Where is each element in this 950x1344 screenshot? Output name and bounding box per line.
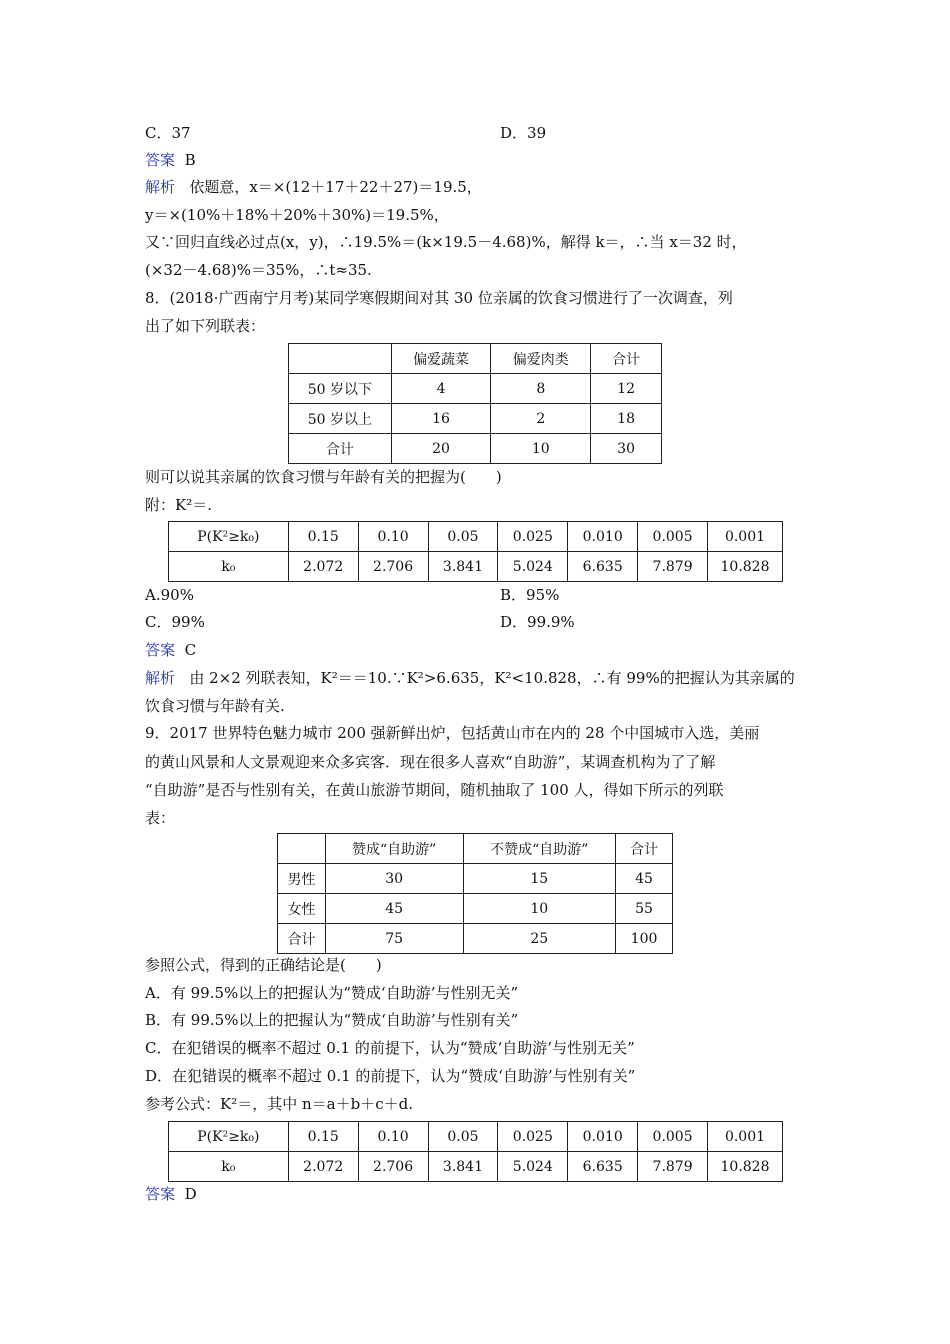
answer-value: D	[184, 1185, 197, 1203]
table-cell: 8	[491, 374, 591, 404]
table-cell: k₀	[169, 552, 289, 582]
option-a: A.90%	[145, 586, 194, 604]
table-row	[278, 864, 673, 894]
table-row	[278, 894, 673, 924]
table-cell: 45	[616, 864, 673, 894]
table-cell: 3.841	[428, 552, 498, 582]
analysis-line	[145, 176, 482, 198]
table-cell: 女性	[278, 894, 326, 924]
table-cell: 10	[491, 434, 591, 464]
table-cell: 50 岁以下	[289, 374, 392, 404]
critical-value-table	[168, 1121, 783, 1182]
analysis-text: 又∵回归直线必过点(x，y)，∴19.5%＝(k×19.5－4.68)%，解得 k＝，∴当 x＝32 时，	[145, 233, 747, 251]
analysis-text: 依题意，x＝×(12＋17＋22＋27)＝19.5，	[189, 178, 482, 196]
table-cell: 15	[463, 864, 616, 894]
question-stem: “自助游”是否与性别有关，在黄山旅游节期间，随机抽取了 100 人，得如下所示的列联	[145, 781, 724, 799]
table-cell: 2.072	[288, 1152, 358, 1182]
appendix-formula: 附：K²＝.	[145, 496, 212, 514]
option-d: D．99.9%	[500, 613, 575, 631]
table-cell: 2.706	[358, 552, 428, 582]
table-cell: 0.05	[428, 1122, 498, 1152]
critical-value-table	[168, 521, 783, 582]
question-stem: 的黄山风景和人文景观迎来众多宾客．现在很多人喜欢“自助游”，某调查机构为了了解	[145, 753, 716, 771]
table-cell: 30	[591, 434, 662, 464]
reference-formula: 参考公式：K²＝，其中 n＝a＋b＋c＋d.	[145, 1095, 413, 1113]
answer-tag: 答案	[145, 1185, 176, 1203]
table-cell: 2.072	[288, 552, 358, 582]
table-cell: 25	[463, 924, 616, 954]
question-text: 则可以说其亲属的饮食习惯与年龄有关的把握为( )	[145, 468, 502, 486]
table-cell: 0.10	[358, 522, 428, 552]
table-cell: 0.001	[708, 1122, 783, 1152]
option-b: B．95%	[500, 586, 560, 604]
question-stem: 9．2017 世界特色魅力城市 200 强新鲜出炉，包括黄山市在内的 28 个中国城市入选，美丽	[145, 724, 760, 742]
table-row	[289, 434, 662, 464]
table-row	[169, 522, 783, 552]
table-cell: 0.005	[638, 522, 708, 552]
table-header-cell: 合计	[591, 344, 662, 374]
answer-line	[145, 149, 196, 171]
table-cell: 20	[391, 434, 491, 464]
option-d: D．在犯错误的概率不超过 0.1 的前提下，认为“赞成‘自助游’与性别有关”	[145, 1067, 636, 1085]
contingency-table	[277, 833, 673, 954]
table-header-cell: 偏爱蔬菜	[391, 344, 491, 374]
table-cell: 10.828	[708, 552, 783, 582]
table-row	[169, 552, 783, 582]
option-b: B．有 99.5%以上的把握认为“赞成‘自助游’与性别有关”	[145, 1011, 519, 1029]
option-c: C．在犯错误的概率不超过 0.1 的前提下，认为“赞成‘自助游’与性别无关”	[145, 1039, 635, 1057]
table-cell: 5.024	[498, 552, 568, 582]
analysis-text: 饮食习惯与年龄有关.	[145, 697, 285, 715]
table-cell: k₀	[169, 1152, 289, 1182]
table-cell: 0.005	[638, 1122, 708, 1152]
table-cell: 6.635	[568, 1152, 638, 1182]
analysis-text: (×32－4.68)%＝35%，∴t≈35.	[145, 261, 372, 279]
table-cell: 0.10	[358, 1122, 428, 1152]
table-cell: 2	[491, 404, 591, 434]
table-cell: 12	[591, 374, 662, 404]
table-row	[169, 1122, 783, 1152]
table-cell: 5.024	[498, 1152, 568, 1182]
table-cell: 0.001	[708, 522, 783, 552]
option-a: A．有 99.5%以上的把握认为“赞成‘自助游’与性别无关”	[145, 984, 519, 1002]
table-cell: 7.879	[638, 552, 708, 582]
table-cell: 0.010	[568, 1122, 638, 1152]
table-cell: 6.635	[568, 552, 638, 582]
answer-line	[145, 639, 196, 661]
question-stem: 8．(2018·广西南宁月考)某同学寒假期间对其 30 位亲属的饮食习惯进行了一次调查，列	[145, 289, 733, 307]
table-cell: 18	[591, 404, 662, 434]
table-cell: 0.15	[288, 1122, 358, 1152]
table-row	[289, 404, 662, 434]
table-cell: 合计	[278, 924, 326, 954]
table-cell: 10	[463, 894, 616, 924]
table-cell: 男性	[278, 864, 326, 894]
table-header-cell: 合计	[616, 834, 673, 864]
answer-value: C	[184, 641, 197, 659]
answer-tag: 答案	[145, 641, 176, 659]
option-c: C．37	[145, 124, 191, 142]
table-header-row	[289, 344, 662, 374]
table-cell: 4	[391, 374, 491, 404]
answer-tag: 答案	[145, 151, 176, 169]
answer-value: B	[184, 151, 196, 169]
table-cell: 0.025	[498, 522, 568, 552]
table-cell: 合计	[289, 434, 392, 464]
table-row	[289, 374, 662, 404]
analysis-text: y＝×(10%＋18%＋20%＋30%)＝19.5%，	[145, 206, 449, 224]
table-cell: 30	[325, 864, 463, 894]
table-cell: 7.879	[638, 1152, 708, 1182]
table-header-cell: 赞成“自助游”	[325, 834, 463, 864]
question-text: 参照公式，得到的正确结论是( )	[145, 956, 382, 974]
table-cell: 0.010	[568, 522, 638, 552]
table-row	[278, 924, 673, 954]
table-cell: 2.706	[358, 1152, 428, 1182]
table-header-cell: 偏爱肉类	[491, 344, 591, 374]
table-cell	[278, 834, 326, 864]
table-cell: 0.05	[428, 522, 498, 552]
table-cell	[289, 344, 392, 374]
question-stem: 表：	[145, 809, 176, 827]
table-cell: 3.841	[428, 1152, 498, 1182]
table-cell: 45	[325, 894, 463, 924]
analysis-tag: 解析	[145, 178, 176, 196]
analysis-line	[145, 667, 795, 689]
contingency-table	[288, 343, 662, 464]
table-cell: 75	[325, 924, 463, 954]
option-c: C．99%	[145, 613, 205, 631]
table-cell: 55	[616, 894, 673, 924]
table-header-row	[278, 834, 673, 864]
table-cell: 0.025	[498, 1122, 568, 1152]
option-d: D．39	[500, 124, 547, 142]
table-cell: 50 岁以上	[289, 404, 392, 434]
answer-line	[145, 1183, 197, 1205]
table-cell: P(K²≥k₀)	[169, 1122, 289, 1152]
table-cell: P(K²≥k₀)	[169, 522, 289, 552]
table-cell: 10.828	[708, 1152, 783, 1182]
table-header-cell: 不赞成“自助游”	[463, 834, 616, 864]
question-stem: 出了如下列联表：	[145, 317, 266, 335]
table-cell: 16	[391, 404, 491, 434]
table-row	[169, 1152, 783, 1182]
table-cell: 100	[616, 924, 673, 954]
table-cell: 0.15	[288, 522, 358, 552]
analysis-text: 由 2×2 列联表知，K²＝＝10.∵K²>6.635，K²<10.828，∴有 99%的把握认为其亲属的	[189, 669, 795, 687]
analysis-tag: 解析	[145, 669, 176, 687]
